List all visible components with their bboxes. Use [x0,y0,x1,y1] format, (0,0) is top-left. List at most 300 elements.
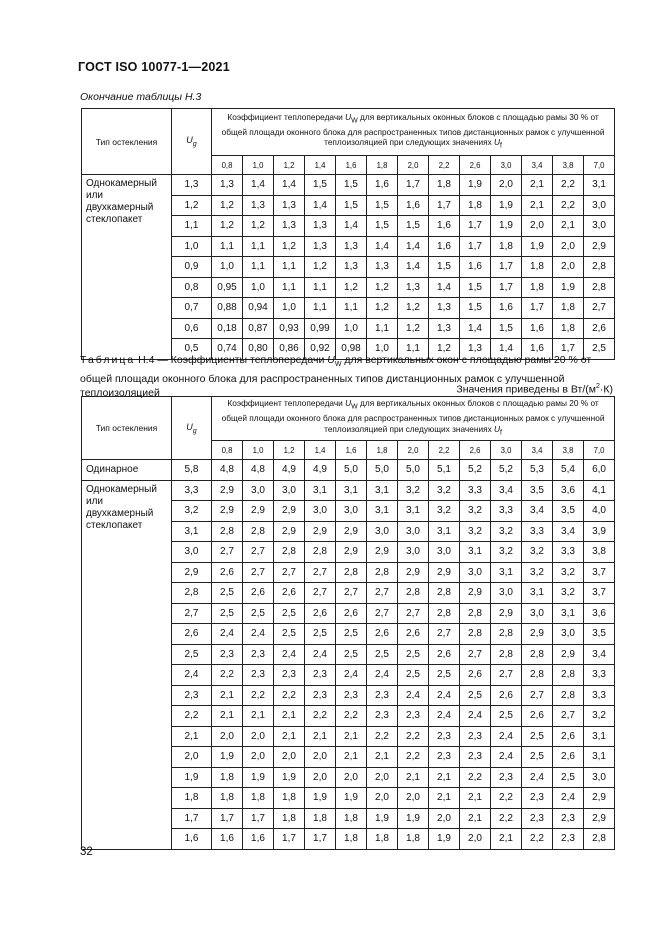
uw-value: 1,8 [553,298,584,319]
uw-value: 0,87 [243,318,274,339]
uw-value: 2,1 [460,788,491,809]
uw-value: 1,3 [429,318,460,339]
uw-value: 2,3 [491,767,522,788]
uw-value: 2,3 [243,665,274,686]
uw-value: 3,2 [460,501,491,522]
uw-value: 3,2 [553,583,584,604]
uw-value: 2,5 [212,583,243,604]
uw-value: 2,9 [460,583,491,604]
glazing-type-single: Одинарное [82,460,172,481]
uw-value: 2,2 [553,175,584,196]
uw-value: 3,1 [305,480,336,501]
uw-value: 2,5 [491,706,522,727]
uw-value: 2,4 [398,685,429,706]
table-row [82,175,615,196]
uw-value: 3,2 [553,562,584,583]
uw-value: 1,3 [460,339,491,360]
uw-value: 2,8 [522,644,553,665]
uw-value: 2,1 [522,195,553,216]
uw-value: 3,0 [584,767,615,788]
uw-value: 1,5 [460,298,491,319]
uw-value: 2,9 [584,788,615,809]
uw-value: 1,8 [398,829,429,850]
uw-value: 1,8 [274,788,305,809]
uw-value: 1,0 [243,277,274,298]
uw-value: 1,3 [398,277,429,298]
uw-value: 2,8 [491,644,522,665]
uw-value: 2,3 [212,644,243,665]
uw-value: 2,9 [522,624,553,645]
uw-value: 1,3 [336,236,367,257]
uw-value: 2,4 [367,665,398,686]
uw-value: 2,0 [429,808,460,829]
uw-value: 2,4 [243,624,274,645]
uw-value: 1,2 [274,236,305,257]
uw-value: 2,0 [243,747,274,768]
uw-value: 1,1 [398,339,429,360]
uw-value: 2,1 [429,767,460,788]
uf-value: 2,0 [398,441,429,460]
uw-value: 2,7 [243,542,274,563]
uw-value: 2,6 [367,624,398,645]
uw-value: 2,3 [460,726,491,747]
page-number: 32 [80,846,93,858]
uw-value: 1,8 [522,257,553,278]
uw-value: 1,7 [460,236,491,257]
uf-value: 1,8 [367,441,398,460]
ug-value: 3,3 [172,480,212,501]
uw-value: 2,8 [522,665,553,686]
uw-value: 2,2 [212,665,243,686]
uw-value: 3,1 [367,501,398,522]
uw-value: 1,7 [460,216,491,237]
uf-value: 1,8 [367,156,398,175]
uw-value: 2,5 [367,644,398,665]
uw-value: 1,2 [305,257,336,278]
uw-value: 2,8 [460,624,491,645]
uw-value: 0,86 [274,339,305,360]
uw-value: 3,9 [584,521,615,542]
uw-value: 2,7 [336,583,367,604]
uw-value: 2,2 [460,767,491,788]
uw-value: 2,0 [212,726,243,747]
uw-value: 2,0 [398,788,429,809]
uw-value: 1,3 [243,195,274,216]
uw-value: 1,6 [522,339,553,360]
table-row-single-glazing [82,460,615,481]
uw-value: 1,9 [522,236,553,257]
uw-value: 2,2 [305,706,336,727]
uw-value: 2,2 [398,747,429,768]
uw-value: 1,6 [429,216,460,237]
uw-value: 2,7 [584,298,615,319]
uw-value: 1,7 [553,339,584,360]
uw-value: 2,9 [212,501,243,522]
uw-value: 4,8 [212,460,243,481]
uw-value: 1,0 [274,298,305,319]
uw-value: 2,7 [243,562,274,583]
uw-value: 4,0 [584,501,615,522]
table-h3-end-caption: Окончание таблицы Н.3 [80,91,202,103]
uw-value: 1,8 [274,808,305,829]
ug-value: 1,0 [172,236,212,257]
uf-value: 1,4 [305,156,336,175]
uw-value: 2,6 [274,583,305,604]
uf-value: 1,0 [243,156,274,175]
uw-value: 3,0 [274,480,305,501]
ug-value: 1,9 [172,767,212,788]
uw-value: 3,2 [522,542,553,563]
uw-value: 2,6 [491,685,522,706]
uw-value: 3,0 [522,603,553,624]
uw-value: 3,1 [398,501,429,522]
uw-value: 2,4 [553,788,584,809]
uw-value: 2,7 [305,562,336,583]
uw-value: 2,1 [305,726,336,747]
uw-value: 2,1 [460,808,491,829]
table-row [82,480,615,501]
uw-value: 2,9 [367,542,398,563]
uw-value: 2,6 [336,603,367,624]
uf-value: 0,8 [212,441,243,460]
uw-value: 1,8 [336,829,367,850]
ug-value: 1,7 [172,808,212,829]
uw-value: 1,4 [398,236,429,257]
uw-value: 2,2 [243,685,274,706]
ug-value: 3,0 [172,542,212,563]
uw-value: 3,3 [584,685,615,706]
uw-value: 2,9 [274,501,305,522]
uw-value: 1,2 [398,298,429,319]
uw-value: 1,3 [274,195,305,216]
uw-value: 1,7 [212,808,243,829]
uw-value: 1,7 [243,808,274,829]
uw-value: 2,4 [491,747,522,768]
uw-value: 1,4 [491,339,522,360]
uw-value: 3,0 [305,501,336,522]
uw-value: 2,9 [491,603,522,624]
uw-value: 1,8 [553,318,584,339]
uf-value: 2,0 [398,156,429,175]
uw-value: 2,9 [243,501,274,522]
uw-value: 2,7 [398,603,429,624]
uf-value: 3,8 [553,441,584,460]
uw-value: 5,2 [491,460,522,481]
uw-value: 1,7 [522,298,553,319]
uw-value: 5,2 [460,460,491,481]
uw-value: 2,1 [274,706,305,727]
uw-value: 3,1 [584,747,615,768]
uw-value: 3,1 [460,542,491,563]
uw-value: 2,0 [553,257,584,278]
uw-value: 1,2 [212,195,243,216]
uw-value: 3,0 [553,624,584,645]
uw-value: 2,1 [522,175,553,196]
uw-value: 1,9 [367,808,398,829]
uw-value: 1,6 [429,236,460,257]
uw-value: 2,5 [553,767,584,788]
ug-value: 2,6 [172,624,212,645]
uw-value: 3,1 [553,603,584,624]
uw-value: 1,1 [212,236,243,257]
uw-value: 2,9 [274,521,305,542]
uw-value: 2,3 [429,726,460,747]
uw-value: 3,1 [429,521,460,542]
uf-value: 2,6 [460,156,491,175]
uw-value: 2,4 [491,726,522,747]
ug-value: 1,2 [172,195,212,216]
uw-value: 2,8 [336,562,367,583]
ug-value: 5,8 [172,460,212,481]
uw-value: 2,6 [522,706,553,727]
uw-value: 2,8 [584,829,615,850]
uw-value: 1,9 [274,767,305,788]
uw-value: 2,3 [553,808,584,829]
uw-value: 0,88 [212,298,243,319]
uw-value: 2,6 [553,726,584,747]
uw-value: 2,5 [522,726,553,747]
uf-value: 1,2 [274,441,305,460]
uw-value: 1,3 [336,257,367,278]
uw-value: 2,9 [336,521,367,542]
uw-value: 2,7 [522,685,553,706]
uw-value: 1,5 [460,277,491,298]
uw-value: 3,7 [584,562,615,583]
ug-value: 2,8 [172,583,212,604]
uw-value: 2,3 [336,685,367,706]
uw-value: 2,3 [305,665,336,686]
uw-value: 3,0 [429,542,460,563]
uw-value: 1,0 [367,339,398,360]
uw-value: 2,8 [398,583,429,604]
uw-value: 1,5 [367,216,398,237]
uw-value: 2,1 [336,747,367,768]
uw-value: 2,3 [398,706,429,727]
uw-value: 2,7 [491,665,522,686]
uw-value: 1,7 [429,195,460,216]
uf-value: 1,6 [336,441,367,460]
uw-value: 2,0 [553,236,584,257]
uw-value: 1,7 [305,829,336,850]
uw-value: 1,1 [305,277,336,298]
uw-value: 1,9 [398,808,429,829]
uw-value: 3,6 [584,603,615,624]
uw-value: 2,1 [553,216,584,237]
uw-value: 3,4 [584,644,615,665]
uw-value: 2,0 [274,747,305,768]
uw-value: 2,9 [553,644,584,665]
uw-value: 4,1 [584,480,615,501]
uw-value: 2,7 [212,542,243,563]
uw-value: 1,2 [243,216,274,237]
uw-value: 1,8 [212,788,243,809]
uw-value: 2,8 [584,257,615,278]
units-note: Значения приведены в $Вт/(м^2\cdot К)$ [456,383,613,396]
uw-value: 2,3 [274,665,305,686]
ug-value: 0,9 [172,257,212,278]
uw-value: 2,8 [243,521,274,542]
uw-value: 1,8 [336,808,367,829]
uw-value: 2,3 [429,747,460,768]
uw-value: 2,5 [274,624,305,645]
uw-value: 2,5 [336,624,367,645]
uw-value: 2,6 [212,562,243,583]
uw-value: 2,0 [243,726,274,747]
uw-value: 2,1 [243,706,274,727]
uw-value: 1,1 [243,236,274,257]
uw-value: 1,8 [212,767,243,788]
uw-value: 1,9 [305,788,336,809]
ug-value: 0,5 [172,339,212,360]
uw-value: 1,9 [212,747,243,768]
uw-value: 2,2 [367,726,398,747]
uw-value: 1,6 [367,175,398,196]
uw-value: 1,1 [243,257,274,278]
uw-value: 1,2 [429,339,460,360]
uw-value: 1,0 [212,257,243,278]
uw-value: 3,2 [460,521,491,542]
glazing-type-header: Тип остекления [82,397,172,460]
uw-value: 2,3 [522,808,553,829]
uw-value: 4,8 [243,460,274,481]
uw-value: 2,5 [305,624,336,645]
ug-value: 2,7 [172,603,212,624]
ug-value: 3,2 [172,501,212,522]
uw-value: 3,0 [584,216,615,237]
uw-value: 3,3 [553,542,584,563]
uw-value: 1,8 [429,175,460,196]
uw-value: 2,8 [367,562,398,583]
uw-value: 0,98 [336,339,367,360]
uw-value: 2,8 [305,542,336,563]
uw-value: 1,8 [491,236,522,257]
uw-value: 4,9 [274,460,305,481]
uf-value: 0,8 [212,156,243,175]
uw-value: 3,1 [584,175,615,196]
ug-header: $U_g$ [172,397,212,460]
uw-value: 3,4 [553,521,584,542]
uw-value: 2,4 [212,624,243,645]
uf-value: 2,2 [429,156,460,175]
uw-value: 0,95 [212,277,243,298]
uw-value: 3,1 [367,480,398,501]
uw-value: 3,5 [584,624,615,645]
uw-value: 1,9 [491,216,522,237]
uw-value: 2,9 [584,808,615,829]
uw-value: 2,2 [336,706,367,727]
uw-group-header: Коэффициент теплопередачи $U_W$ для вертикальных оконных блоков с площадью рамы 30 % от общей площади оконного блока для распространенных типов дистанционных рамок с улучшенной теплоизоляцией при следующих значениях $U_f$ [212,109,615,156]
uw-value: 1,4 [367,236,398,257]
uw-value: 1,3 [305,236,336,257]
uw-value: 2,9 [398,562,429,583]
uw-value: 3,0 [398,521,429,542]
uw-value: 1,5 [367,195,398,216]
uw-value: 0,99 [305,318,336,339]
uf-value: 3,4 [522,441,553,460]
uf-value: 3,8 [553,156,584,175]
uw-value: 0,94 [243,298,274,319]
ug-value: 1,1 [172,216,212,237]
uw-value: 0,92 [305,339,336,360]
ug-value: 1,6 [172,829,212,850]
ug-value: 0,6 [172,318,212,339]
uw-value: 1,8 [243,788,274,809]
uw-value: 2,9 [336,542,367,563]
uw-value: 1,7 [398,175,429,196]
uw-value: 2,2 [553,195,584,216]
uw-value: 1,7 [491,277,522,298]
uw-value: 2,0 [491,175,522,196]
uw-value: 3,0 [336,501,367,522]
uw-value: 3,2 [522,562,553,583]
uw-value: 1,4 [274,175,305,196]
uf-value: 2,2 [429,441,460,460]
uw-value: 3,1 [491,562,522,583]
table-h4-caption: Таблица Н.4 — Коэффициенты теплопередачи $U_W$ для вертикальных окон с площадью рамы 20 % от общей площади оконного блока для распространенных типов дистанционных рамок с улучшенной теплоизоляцией [80,354,592,400]
document-code-header: ГОСТ ISO 10077-1—2021 [78,60,230,74]
uw-value: 3,0 [243,480,274,501]
uw-value: 1,5 [429,257,460,278]
uf-value: 2,6 [460,441,491,460]
uw-value: 1,2 [398,318,429,339]
uw-value: 3,0 [491,583,522,604]
uw-value: 1,0 [336,318,367,339]
uw-value: 2,7 [305,583,336,604]
uw-value: 1,6 [522,318,553,339]
uw-value: 2,1 [367,747,398,768]
uw-value: 1,4 [460,318,491,339]
uw-value: 2,6 [584,318,615,339]
uw-value: 2,0 [522,216,553,237]
uw-value: 2,1 [212,685,243,706]
uf-value: 1,4 [305,441,336,460]
uw-value: 2,6 [243,583,274,604]
uw-value: 2,6 [429,644,460,665]
uw-value: 2,3 [367,685,398,706]
ug-value: 2,2 [172,706,212,727]
uw-value: 1,7 [274,829,305,850]
uw-value: 3,4 [491,480,522,501]
uw-value: 4,9 [305,460,336,481]
uw-value: 0,80 [243,339,274,360]
uw-value: 0,93 [274,318,305,339]
uw-value: 1,6 [243,829,274,850]
uw-value: 0,18 [212,318,243,339]
uw-value: 6,0 [584,460,615,481]
uf-value: 1,0 [243,441,274,460]
uw-value: 2,7 [274,562,305,583]
glazing-type-cell: Однокамерный или двухкамерный стеклопакет [82,480,172,849]
uw-value: 1,5 [336,195,367,216]
ug-value: 2,3 [172,685,212,706]
ug-value: 2,9 [172,562,212,583]
uw-value: 2,8 [460,603,491,624]
uw-value: 2,5 [522,747,553,768]
uw-value: 3,5 [553,501,584,522]
uw-value: 1,4 [243,175,274,196]
uw-value: 2,8 [429,583,460,604]
uw-value: 1,4 [429,277,460,298]
uw-value: 2,1 [336,726,367,747]
uw-value: 3,2 [491,542,522,563]
uw-value: 3,2 [429,501,460,522]
uw-value: 2,5 [429,665,460,686]
uw-value: 3,0 [584,195,615,216]
uw-value: 2,1 [429,788,460,809]
uw-value: 1,2 [367,298,398,319]
uw-value: 1,3 [367,257,398,278]
uw-value: 1,1 [274,277,305,298]
